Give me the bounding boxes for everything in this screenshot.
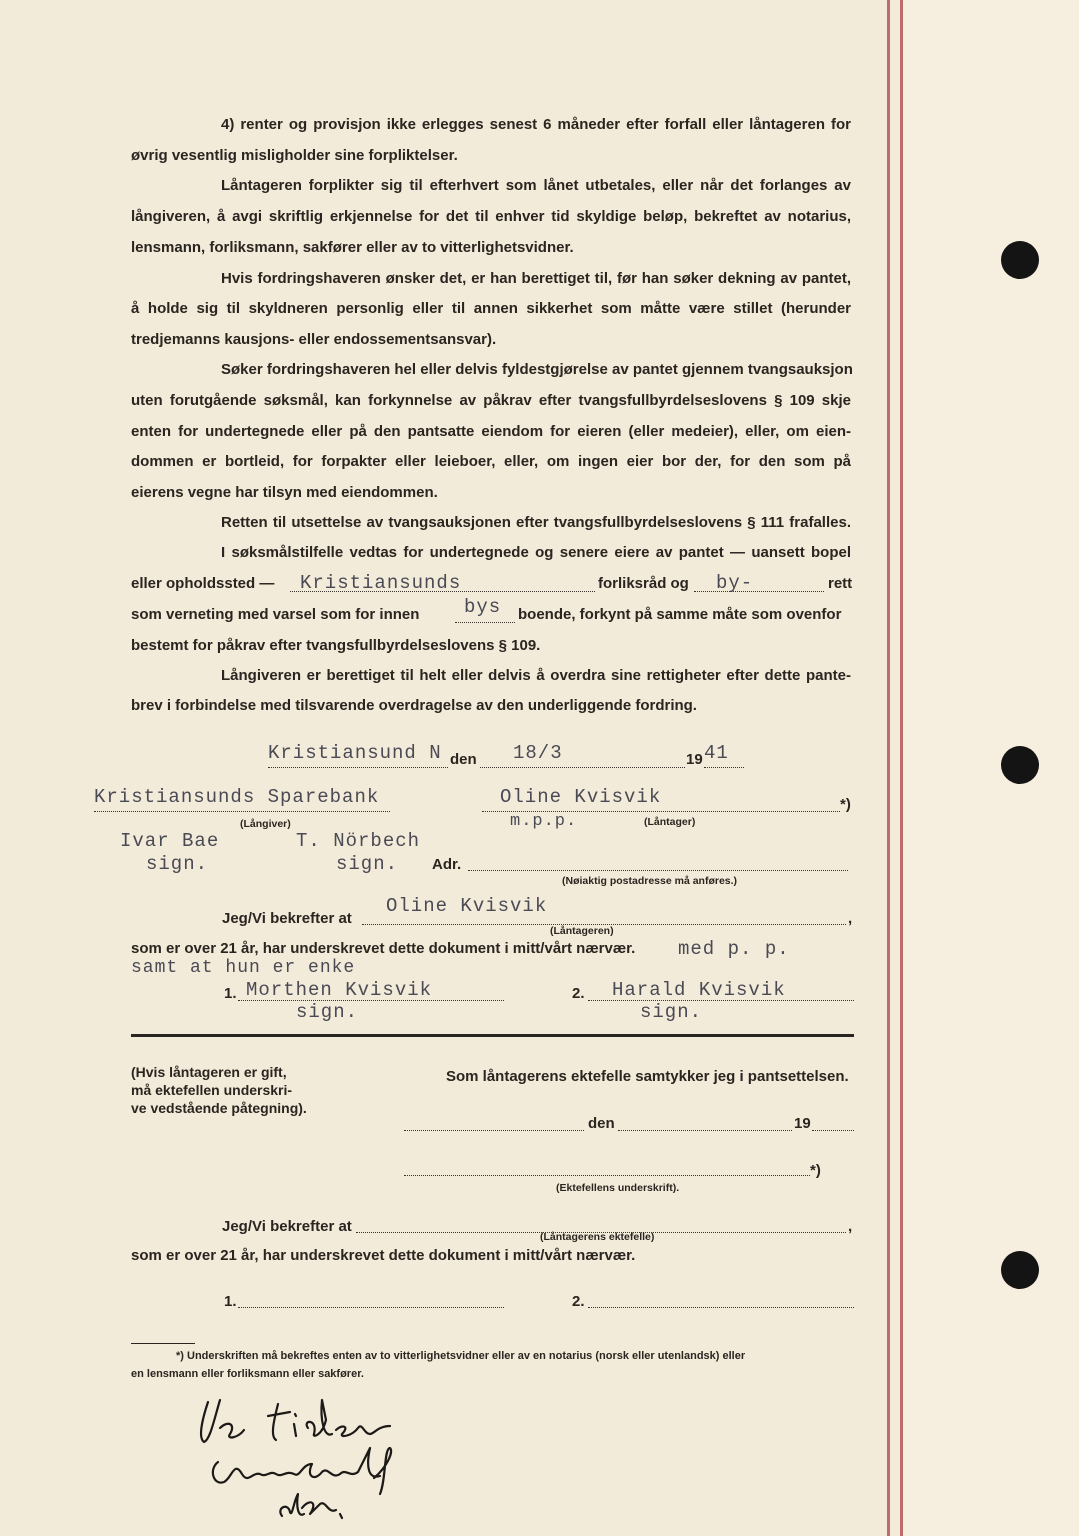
witness-1b-num: 1. (224, 1293, 237, 1310)
body-line: tredjemanns kausjons- eller endossementsansvar). (131, 331, 497, 348)
margin-strip (903, 0, 1079, 1536)
signatory-2-sign: sign. (336, 853, 399, 875)
body-line: Hvis fordringshaveren ønsker det, er han berettiget til, før han søker dekning av pantet, (221, 270, 851, 287)
med-pp-note: med p. p. (678, 938, 790, 960)
fill-line (94, 811, 390, 812)
body-line: uten forutgående søksmål, kan forkynnelse av påkrav efter tvangsfullbyrdelseslovens § 109 skje (131, 392, 851, 409)
witness-2-sign: sign. (640, 1001, 703, 1023)
body-line: øvrig vesentlig misligholder sine forpliktelser. (131, 147, 458, 164)
spouse-star: *) (810, 1162, 821, 1179)
lantageren-label: (Låntageren) (550, 925, 614, 937)
spouse-note-3: ve vedstående påtegning). (131, 1100, 307, 1116)
body-line: Søker fordringshaveren hel eller delvis fyldestgjørelse av pantet gjennem tvangsauksjon (221, 361, 853, 378)
fill-line (404, 1130, 584, 1131)
fill-line (480, 767, 685, 768)
body-text: forliksråd og (598, 575, 689, 592)
address-note: (Nøiaktig postadresse må anføres.) (562, 875, 738, 887)
fill-line (468, 870, 848, 871)
star-paren: *) (840, 796, 851, 813)
body-line: å holde sig til skyldneren personlig eller til annen sikkerhet som måtte være stillet (herunder (131, 300, 851, 317)
court-name: Kristiansunds (300, 572, 462, 594)
body-line: enten for undertegnede eller på den pantsatte eiendom for eieren (eller medeier), eller, om eien- (131, 423, 851, 440)
body-line: Långiveren er berettiget til helt eller delvis å overdra sine rettigheter efter dette pante- (221, 667, 851, 684)
body-line: brev i forbindelse med tilsvarende overdragelse av den underliggende fordring. (131, 697, 697, 714)
witness-1-name: Morthen Kvisvik (246, 979, 433, 1001)
spouse-den: den (588, 1115, 615, 1132)
witness-2b-num: 2. (572, 1293, 585, 1310)
fill-line (268, 767, 448, 768)
fill-line (618, 1130, 792, 1131)
section-divider (131, 1034, 854, 1037)
place-value: Kristiansund N (268, 742, 442, 764)
fill-line (404, 1175, 810, 1176)
langiver-label: (Långiver) (240, 818, 291, 830)
body-line: Låntageren forplikter sig til efterhvert som lånet utbetales, eller når det forlanges av (221, 177, 851, 194)
signatory-1-sign: sign. (146, 853, 209, 875)
fill-line (455, 622, 515, 623)
spouse-sig-label: (Ektefellens underskrift). (556, 1182, 680, 1194)
fill-line (238, 1000, 504, 1001)
fill-line (290, 591, 595, 592)
fill-line (588, 1000, 854, 1001)
comma2: , (848, 1218, 853, 1235)
body-line: eierens vegne har tilsyn med eiendommen. (131, 484, 438, 501)
confirm2-text: Jeg/Vi bekrefter at (222, 1218, 352, 1235)
court-type: by- (716, 572, 754, 594)
fill-line (588, 1307, 854, 1308)
footnote-rule (131, 1343, 195, 1344)
body-line: I søksmålstilfelle vedtas for undertegnede og senere eiere av pantet — uansett bopel (221, 544, 851, 561)
spouse-consent: Som låntagerens ektefelle samtykker jeg i pantsettelsen. (446, 1068, 849, 1085)
witness-2-name: Harald Kvisvik (612, 979, 786, 1001)
fill-line (694, 591, 824, 592)
lender-name: Kristiansunds Sparebank (94, 786, 380, 808)
margin-rule (900, 0, 903, 1536)
spouse-note-2: må ektefellen underskri- (131, 1082, 293, 1098)
innen-value: bys (464, 596, 502, 618)
spouse-year: 19 (794, 1115, 811, 1132)
adr-label: Adr. (432, 856, 462, 873)
signatory-1-name: Ivar Bae (120, 830, 220, 852)
widow-note: samt at hun er enke (131, 958, 356, 978)
year-suffix: 41 (704, 742, 729, 764)
lantager-label: (Låntager) (644, 816, 696, 828)
footnote-line: *) Underskriften må bekreftes enten av to vitterlighetsvidner eller av en notarius (norsk eller utenlandsk) eller (176, 1350, 746, 1362)
fill-line (812, 1130, 854, 1131)
punch-hole (1001, 746, 1039, 784)
handwritten-annotation (190, 1390, 430, 1530)
confirm-name: Oline Kvisvik (386, 895, 548, 917)
fill-line (704, 767, 744, 768)
footnote-line: en lensmann eller forliksmann eller sakfører. (131, 1368, 364, 1380)
punch-hole (1001, 241, 1039, 279)
age-text: som er over 21 år, har underskrevet dette dokument i mitt/vårt nærvær. (131, 940, 636, 957)
year-prefix: 19 (686, 751, 703, 768)
borrower-name: Oline Kvisvik (500, 786, 662, 808)
date-value: 18/3 (513, 742, 563, 764)
witness-1-num: 1. (224, 985, 237, 1002)
witness-2-num: 2. (572, 985, 585, 1002)
body-line: långiveren, å avgi skriftlig erkjennelse for det til enhver tid skyldige beløp, bekreftet av notarius, (131, 208, 851, 225)
punch-hole (1001, 1251, 1039, 1289)
fill-line (238, 1307, 504, 1308)
body-text: eller opholdssted — (131, 575, 275, 592)
confirm-text: Jeg/Vi bekrefter at (222, 910, 352, 927)
comma: , (848, 910, 853, 927)
body-text: som verneting med varsel som for innen (131, 606, 420, 623)
signatory-2-name: T. Nörbech (296, 830, 421, 852)
witness-1-sign: sign. (296, 1001, 359, 1023)
body-line: 4) renter og provisjon ikke erlegges senest 6 måneder efter forfall eller låntageren for (221, 116, 851, 133)
lantagerens-ektefelle-label: (Låntagerens ektefelle) (540, 1231, 655, 1243)
den-label: den (450, 751, 477, 768)
body-line: lensmann, forliksmann, sakfører eller av to vitterlighetsvidner. (131, 239, 574, 256)
body-text: rett (828, 575, 853, 592)
body-line: Retten til utsettelse av tvangsauksjonen efter tvangsfullbyrdelseslovens § 111 frafalles. (221, 514, 851, 531)
margin-rule (887, 0, 890, 1536)
age-text-2: som er over 21 år, har underskrevet dette dokument i mitt/vårt nærvær. (131, 1247, 636, 1264)
body-text: boende, forkynt på samme måte som ovenfor (518, 606, 842, 623)
spouse-note-1: (Hvis låntageren er gift, (131, 1064, 287, 1080)
body-line: bestemt for påkrav efter tvangsfullbyrdelseslovens § 109. (131, 637, 541, 654)
body-line: dommen er bortleid, for forpakter eller leieboer, eller, om ingen eier bor der, for den som på (131, 453, 851, 470)
mpp-note: m.p.p. (510, 812, 578, 831)
